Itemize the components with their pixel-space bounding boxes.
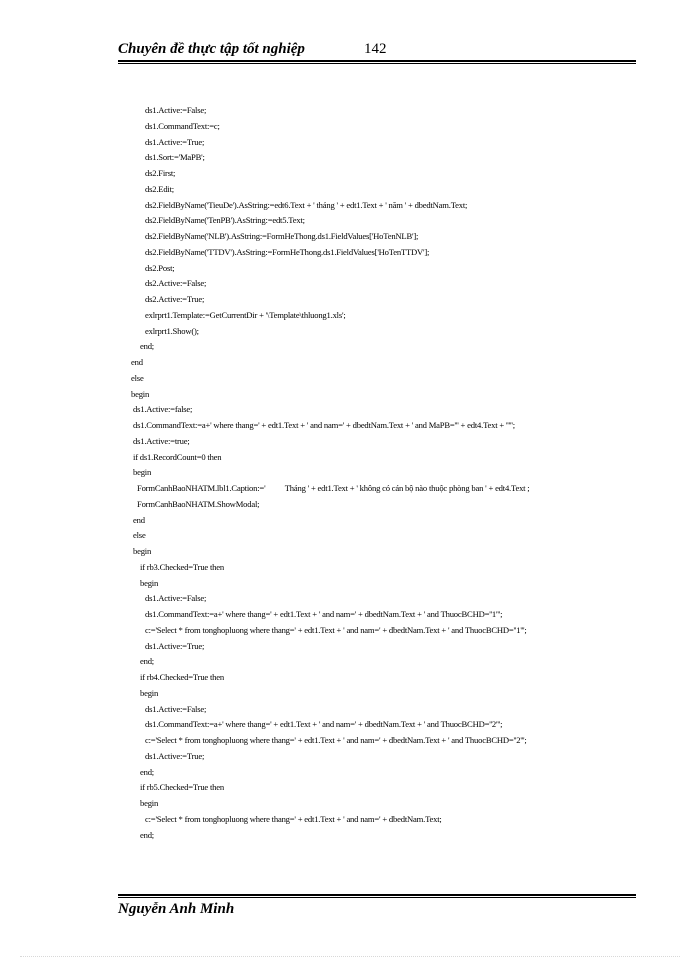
code-line: ds1.Active:=true; — [133, 435, 190, 446]
code-line: ds2.Edit; — [145, 183, 174, 194]
code-line: if rb4.Checked=True then — [140, 672, 224, 682]
header-rule-thin — [118, 63, 636, 64]
code-line: begin — [140, 577, 159, 588]
code-line: end; — [140, 341, 154, 352]
code-line: ds2.FieldByName('NLB').AsString:=FormHeThong.ds1.FieldValues['HoTenNLB']; — [145, 231, 419, 241]
code-line: ds2.First; — [145, 168, 176, 178]
code-line: end; — [140, 766, 154, 777]
code-line: begin — [140, 687, 159, 698]
code-line: else — [131, 372, 144, 383]
code-line: ds2.FieldByName('TTDV').AsString:=FormHeThong.ds1.FieldValues['HoTenTTDV']; — [145, 246, 430, 257]
code-line: ds2.Active:=True; — [145, 294, 205, 304]
code-line: ds2.FieldByName('TieuDe').AsString:=edt6.Text + ' tháng ' + edt1.Text + ' năm ' + dbedtNam.Text; — [145, 199, 468, 210]
page-number: 142 — [364, 41, 387, 57]
code-line: begin — [133, 546, 152, 556]
code-line: c:='Select * from tonghopluong where thang=' + edt1.Text + ' and nam=' + dbedtNam.Text; — [145, 813, 442, 824]
code-line: exlrprt1.Template:=GetCurrentDir + '\Template\thluong1.xls'; — [145, 309, 346, 320]
code-line: end — [133, 514, 145, 525]
code-line: begin — [131, 388, 150, 399]
code-line: ds1.Active:=True; — [145, 750, 205, 761]
page-bottom-dotted-line — [20, 956, 680, 957]
code-line: begin — [133, 467, 152, 478]
code-line: if rb5.Checked=True then — [140, 782, 224, 793]
footer-rule-thick — [118, 894, 636, 896]
code-line: ds1.Sort:='MaPB'; — [145, 152, 205, 163]
footer-author-name: Nguyễn Anh Minh — [118, 901, 235, 917]
code-line: ds2.Active:=False; — [145, 278, 207, 289]
code-line: ds2.Post; — [145, 262, 175, 273]
code-line: ds1.Active:=false; — [133, 404, 193, 415]
code-line: end — [131, 357, 143, 367]
code-line: if rb3.Checked=True then — [140, 561, 224, 572]
code-line: c:='Select * from tonghopluong where thang=' + edt1.Text + ' and nam=' + dbedtNam.Text + ' and ThuocBCHD=''1'''; — [145, 624, 527, 635]
code-line: exlrprt1.Show(); — [145, 325, 199, 336]
code-line: ds1.CommandText:=a+' where thang=' + edt1.Text + ' and nam=' + dbedtNam.Text + ' and ThuocBCHD=''2'''; — [145, 719, 503, 730]
code-line: ds1.Active:=False; — [145, 593, 207, 604]
footer-rule-thin — [118, 897, 636, 898]
code-line: ds2.FieldByName('TenPB').AsString:=edt5.Text; — [145, 215, 305, 226]
code-line: end; — [140, 829, 154, 840]
code-line: c:='Select * from tonghopluong where thang=' + edt1.Text + ' and nam=' + dbedtNam.Text + ' and ThuocBCHD=''2'''; — [145, 735, 527, 745]
code-line: begin — [140, 798, 159, 808]
code-line: ds1.Active:=True; — [145, 136, 205, 147]
code-line: if ds1.RecordCount=0 then — [133, 451, 222, 462]
code-line: ds1.Active:=False; — [145, 703, 207, 714]
code-line: else — [133, 530, 146, 541]
code-line: FormCanhBaoNHATM.lbl1.Caption:=' Tháng ' + edt1.Text + ' không có cán bộ nào thuộc phòng ban ' + edt4.Text ; — [137, 483, 530, 493]
code-line: end; — [140, 656, 154, 667]
code-line: ds1.CommandText:=a+' where thang=' + edt1.Text + ' and nam=' + dbedtNam.Text + ' and ThuocBCHD=''1'''; — [145, 609, 503, 619]
code-line: ds1.Active:=False; — [145, 105, 207, 115]
header-rule-thick — [118, 60, 636, 62]
code-line: ds1.CommandText:=a+' where thang=' + edt1.Text + ' and nam=' + dbedtNam.Text + ' and MaPB=''' + edt4.Text + '''''; — [133, 420, 515, 430]
code-line: ds1.Active:=True; — [145, 640, 205, 651]
code-line: ds1.CommandText:=c; — [145, 120, 220, 131]
document-header-title: Chuyên đề thực tập tốt nghiệp — [118, 41, 305, 57]
code-line: FormCanhBaoNHATM.ShowModal; — [137, 498, 260, 509]
